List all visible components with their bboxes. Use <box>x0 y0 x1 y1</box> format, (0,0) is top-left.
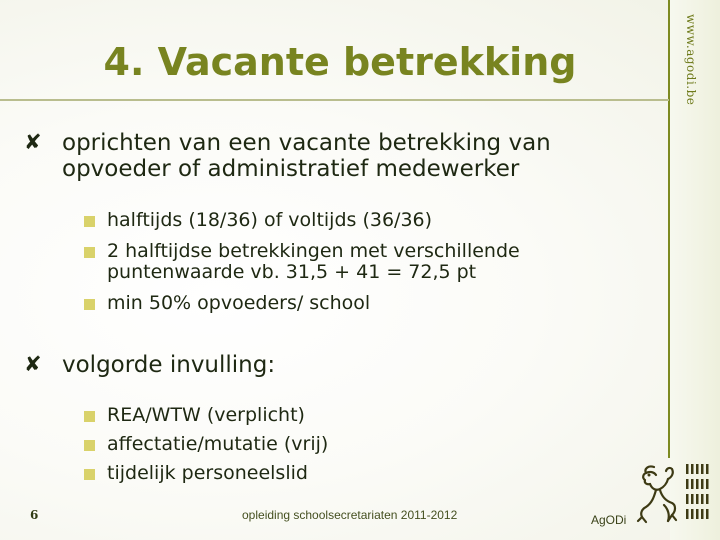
bullet-text: volgorde invulling: <box>62 352 276 378</box>
sub-bullet-text: halftijds (18/36) of voltijds (36/36) <box>107 209 433 231</box>
cross-bullet-icon: ✘ <box>24 352 42 376</box>
square-bullet-icon <box>84 299 95 310</box>
square-bullet-icon <box>84 411 95 422</box>
footer-text: opleiding schoolsecretariaten 2011-2012 <box>242 508 458 522</box>
square-bullet-icon <box>84 469 95 480</box>
title-underline <box>0 99 669 101</box>
sub-bullet-text: 2 halftijdse betrekkingen met verschillende puntenwaarde vb. 31,5 + 41 = 72,5 pt <box>107 240 520 283</box>
square-bullet-icon <box>84 440 95 451</box>
sub-bullet-text: affectatie/mutatie (vrij) <box>107 433 329 455</box>
sub-bullet-text: tijdelijk personeelslid <box>107 462 308 484</box>
flemish-lion-icon <box>634 459 682 527</box>
page-number: 6 <box>30 508 39 522</box>
square-bullet-icon <box>84 247 95 258</box>
cross-bullet-icon: ✘ <box>24 130 42 154</box>
bullet-text: oprichten van een vacante betrekking van opvoeder of administratief medewerker <box>62 130 551 182</box>
slide-title: 4. Vacante betrekking <box>103 40 577 84</box>
sub-bullet-text: REA/WTW (verplicht) <box>107 404 305 426</box>
stripes-logo-icon <box>686 462 720 524</box>
square-bullet-icon <box>84 216 95 227</box>
sub-bullet-text: min 50% opvoeders/ school <box>107 292 371 314</box>
website-label: www.agodi.be <box>684 14 698 106</box>
agodi-logo-text: AgODi <box>591 513 627 527</box>
